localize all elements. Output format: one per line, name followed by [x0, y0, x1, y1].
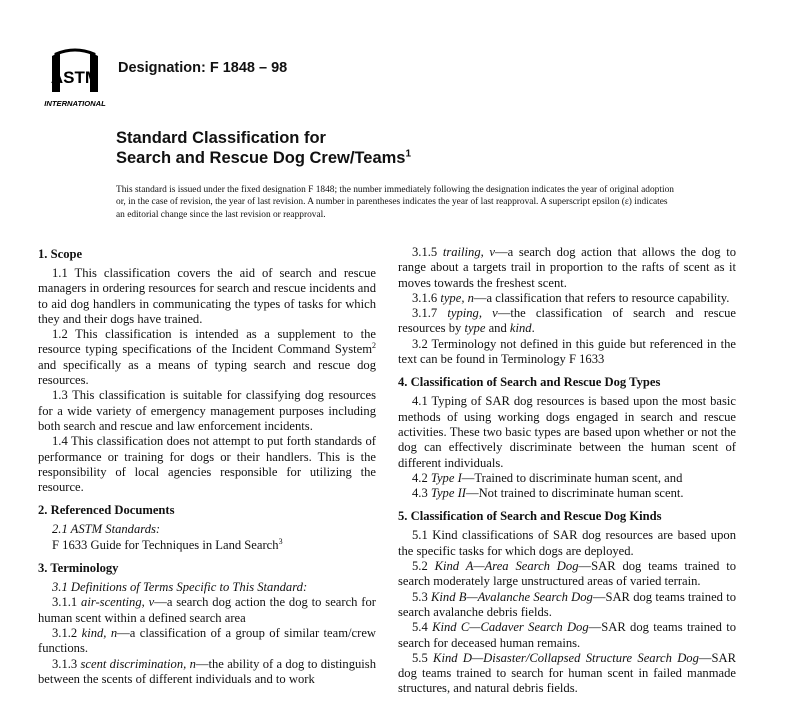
section-4-heading: 4. Classification of Search and Rescue Dog Types — [398, 375, 661, 390]
para-3-1: 3.1 Definitions of Terms Specific to This Standard: — [52, 580, 308, 595]
para-1-2: 1.2 This classification is intended as a supplement to the resource typing specifications of the Incident Command System$^2$ and specifically as a means of typing search and rescue dog resources. — [38, 327, 376, 388]
astm-logo — [42, 44, 108, 108]
title-line-2: Search and Rescue Dog Crew/Teams$^1$ — [116, 148, 412, 167]
para-1-4: 1.4 This classification does not attempt to put forth standards of performance or training for dogs or their handlers. This is the responsibility of local agencies responsible for utilizing the resource. — [38, 434, 376, 495]
section-1-heading: 1. Scope — [38, 247, 83, 261]
para-5-4: 5.4 Kind C—Cadaver Search Dog—SAR dog teams trained to search for deceased human remains. — [398, 620, 737, 650]
para-5-2: 5.2 Kind A—Area Search Dog—SAR dog teams trained to search moderately large unstructured areas of varied terrain. — [398, 559, 737, 589]
para-1-1: 1.1 This classification covers the aid of search and rescue managers in ordering resources for search and rescue incidents and to aid dog handlers in communicating the types of tasks for which they and their dogs have trained. — [38, 266, 376, 326]
issuance-notice: This standard is issued under the fixed designation F 1848; the number immediately following the designation indicates the year of original adoption or, in the case of revision, the year of last revision. A number in parentheses indicates the year of last reapproval. A superscript epsilon (ε) indicates an editorial change since the last revision or reapproval. — [116, 185, 674, 220]
section-3-heading: 3. Terminology — [38, 561, 119, 576]
para-3-1-2: 3.1.2 kind, n—a classification of a group of similar team/crew functions. — [38, 625, 377, 656]
para-5-1: 5.1 Kind classifications of SAR dog resources are based upon the specific tasks for which dogs are deployed. — [398, 528, 736, 558]
para-3-1-1: 3.1.1 air-scenting, v—a search dog action the dog to search for human scent within a defined search area — [38, 595, 376, 625]
para-5-5: 5.5 Kind D—Disaster/Collapsed Structure Search Dog—SAR dog teams trained to search for human scent in failed manmade structures, and natural debris fields. — [398, 650, 736, 696]
para-3-1-3: 3.1.3 scent discrimination, n—the ability of a dog to distinguish between the scents of different individuals and to work — [38, 656, 376, 686]
para-4-1: 4.1 Typing of SAR dog resources is based upon the most basic methods of using working dogs engaged in search and rescue activities. These two basic types are based upon whether or not the dog can effectively discriminate between the human scent of different individuals. — [398, 394, 736, 470]
designation: Designation: F 1848 – 98 — [118, 60, 288, 76]
para-2-1: 2.1 ASTM Standards: — [52, 522, 161, 537]
section-5-heading: 5. Classification of Search and Rescue Dog Kinds — [398, 509, 662, 524]
para-4-2: 4.2 Type I—Trained to discriminate human scent, and — [412, 470, 683, 485]
para-1-3: 1.3 This classification is suitable for classifying dog resources for a wide variety of emergency management purposes including both search and rescue and law enforcement incidents. — [38, 388, 376, 433]
logo-subtitle: INTERNATIONAL — [44, 99, 106, 108]
para-3-1-6: 3.1.6 type, n—a classification that refers to resource capability. — [412, 290, 730, 305]
svg-text:ASTM: ASTM — [50, 68, 100, 87]
para-4-3: 4.3 Type II—Not trained to discriminate human scent. — [412, 486, 684, 501]
title-line-1: Standard Classification for — [116, 129, 326, 147]
right-column — [398, 245, 736, 697]
para-3-2: 3.2 Terminology not defined in this guide but referenced in the text can be found in Terminology F 1633 — [398, 336, 736, 367]
section-2-heading: 2. Referenced Documents — [38, 503, 175, 518]
document-title — [116, 128, 411, 168]
left-column — [38, 245, 376, 687]
para-3-1-7: 3.1.7 typing, v—the classification of search and rescue resources by type and kind. — [398, 306, 736, 336]
reference-f1633: F 1633 Guide for Techniques in Land Search$^3$ — [52, 536, 283, 552]
title-footnote-mark: 1 — [405, 148, 412, 160]
para-3-1-5: 3.1.5 trailing, v—a search dog action that allows the dog to range about a targets trail in proportion to the rafts of scent as it moves towards the freshest scent. — [398, 245, 736, 290]
para-5-3: 5.3 Kind B—Avalanche Search Dog—SAR dog teams trained to search avalanche debris fields. — [398, 589, 737, 619]
